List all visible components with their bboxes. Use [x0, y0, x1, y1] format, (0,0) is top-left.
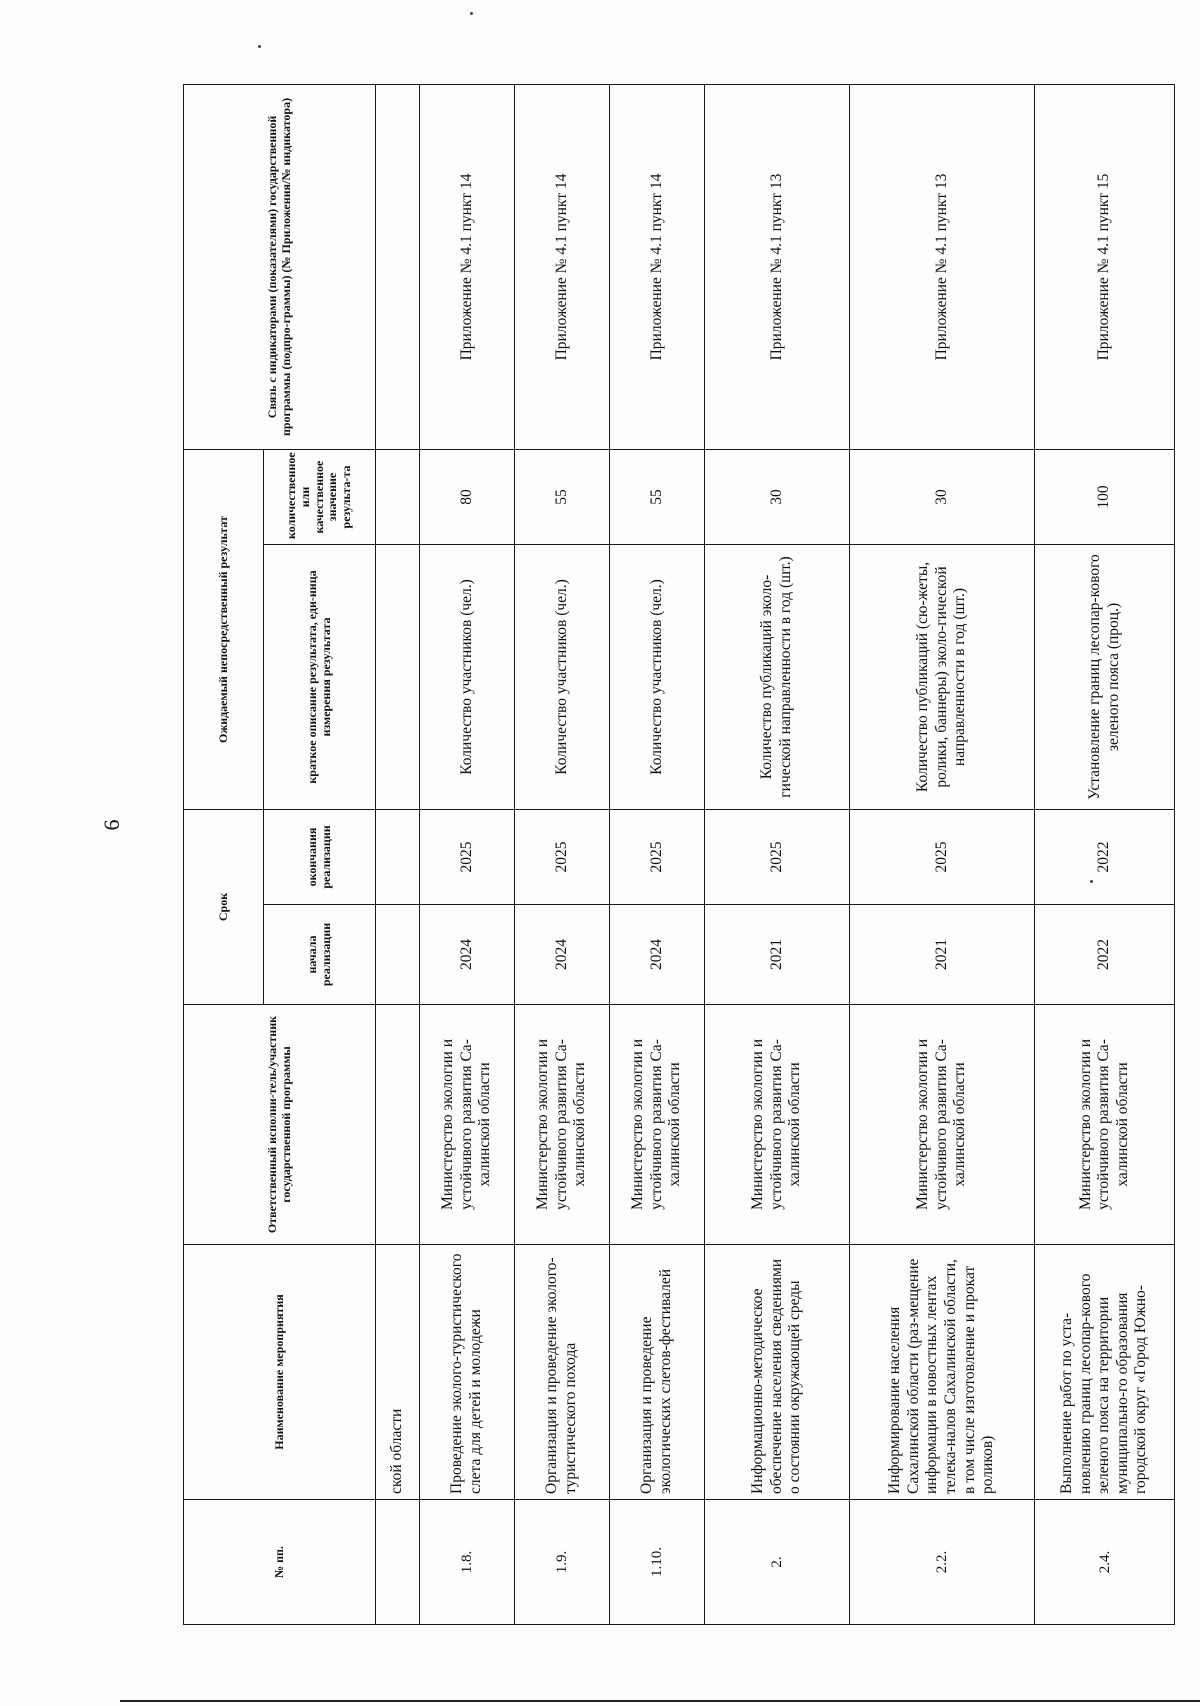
header-term-start: начала реализации — [264, 905, 376, 1005]
scan-edge-line — [120, 1700, 1200, 1702]
cell-responsible: Министерство экологии и устойчивого развития Са-халинской области — [705, 1005, 850, 1245]
cell-event-name: Информирование населения Сахалинской области (раз-мещение информации в новостных лентах телека-налов Сахалинской области, в том числе изготовление и прокат роликов) — [850, 1245, 1035, 1500]
cell-start: 2024 — [515, 905, 610, 1005]
cell-value: 55 — [515, 449, 610, 544]
table-row — [515, 84, 610, 1624]
header-responsible: Ответственный исполни-тель/участник государственной программы — [184, 1005, 376, 1245]
cell-start: 2024 — [420, 905, 515, 1005]
cell-link: Приложение № 4.1 пункт 14 — [610, 84, 705, 449]
table-row — [1035, 84, 1175, 1624]
cell-value: 30 — [705, 449, 850, 544]
cell-start: 2022 — [1035, 905, 1175, 1005]
continuation-row — [376, 84, 420, 1624]
table-row — [705, 84, 850, 1624]
cell-desc: Количество участников (чел.) — [610, 544, 705, 809]
table-container — [183, 85, 1150, 1625]
cell-end: 2025 — [610, 809, 705, 904]
cell-responsible: Министерство экологии и устойчивого развития Са-халинской области — [610, 1005, 705, 1245]
cell-value: 100 — [1035, 449, 1175, 544]
cell-desc: Количество участников (чел.) — [420, 544, 515, 809]
cell-desc: Количество участников (чел.) — [515, 544, 610, 809]
cell-value: 30 — [850, 449, 1035, 544]
header-num: № пп. — [184, 1500, 376, 1625]
scan-speck — [470, 12, 473, 15]
cell-responsible — [376, 1005, 420, 1245]
cell-end: 2025 — [850, 809, 1035, 904]
header-expected-result: Ожидаемый непосредственный результат — [184, 449, 264, 809]
scan-speck — [1090, 880, 1093, 883]
cell-value: 55 — [610, 449, 705, 544]
cell-responsible: Министерство экологии и устойчивого развития Са-халинской области — [1035, 1005, 1175, 1245]
cell-num: 2. — [705, 1500, 850, 1625]
cell-start — [376, 905, 420, 1005]
header-expected-value: количественное или качественное значение результа-та — [264, 449, 376, 544]
cell-num: 2.4. — [1035, 1500, 1175, 1625]
cell-end: 2025 — [420, 809, 515, 904]
cell-link: Приложение № 4.1 пункт 13 — [705, 84, 850, 449]
header-row — [184, 84, 264, 1624]
cell-num — [376, 1500, 420, 1625]
cell-end — [376, 809, 420, 904]
header-event-name: Наименование мероприятия — [184, 1245, 376, 1500]
cell-event-name: Организация и проведение эколого-туристического похода — [515, 1245, 610, 1500]
cell-desc: Количество публикаций (сю-жеты, ролики, баннеры) эколо-гической направленности в год (шт.) — [850, 544, 1035, 809]
page-number: 6 — [99, 819, 124, 831]
header-expected-desc: краткое описание результата, еди-ница измерения результата — [264, 544, 376, 809]
cell-event-name: Выполнение работ по уста-новлению границ лесопар-кового зеленого пояса на территории муниципально-го образования городской округ «Город Южно- — [1035, 1245, 1175, 1500]
cell-start: 2024 — [610, 905, 705, 1005]
cell-start: 2021 — [850, 905, 1035, 1005]
cell-event-name: ской области — [376, 1245, 420, 1500]
cell-link: Приложение № 4.1 пункт 13 — [850, 84, 1035, 449]
cell-link — [376, 84, 420, 449]
cell-link: Приложение № 4.1 пункт 14 — [420, 84, 515, 449]
cell-end: 2022 — [1035, 809, 1175, 904]
scan-speck — [258, 45, 261, 48]
table-row — [850, 84, 1035, 1624]
cell-num: 1.8. — [420, 1500, 515, 1625]
header-indicator-link: Связь с индикаторами (показателями) государственной программы (подпро-граммы) (№ Приложения/№ индикатора) — [184, 84, 376, 449]
cell-desc: Количество публикаций эколо-гической направленности в год (шт.) — [705, 544, 850, 809]
table-row — [420, 84, 515, 1624]
cell-num: 2.2. — [850, 1500, 1035, 1625]
cell-desc: Установление границ лесопар-кового зеленого пояса (проц.) — [1035, 544, 1175, 809]
header-term-end: окончания реализации — [264, 809, 376, 904]
cell-event-name: Организация и проведение экологических слетов-фестивалей — [610, 1245, 705, 1500]
cell-link: Приложение № 4.1 пункт 15 — [1035, 84, 1175, 449]
table-row — [610, 84, 705, 1624]
header-term: Срок — [184, 809, 264, 1004]
cell-num: 1.9. — [515, 1500, 610, 1625]
cell-end: 2025 — [515, 809, 610, 904]
cell-event-name: Проведение эколого-туристического слета для детей и молодежи — [420, 1245, 515, 1500]
cell-end: 2025 — [705, 809, 850, 904]
cell-value — [376, 449, 420, 544]
cell-value: 80 — [420, 449, 515, 544]
cell-desc — [376, 544, 420, 809]
cell-link: Приложение № 4.1 пункт 14 — [515, 84, 610, 449]
cell-num: 1.10. — [610, 1500, 705, 1625]
cell-responsible: Министерство экологии и устойчивого развития Са-халинской области — [420, 1005, 515, 1245]
cell-responsible: Министерство экологии и устойчивого развития Са-халинской области — [515, 1005, 610, 1245]
cell-event-name: Информационно-методическое обеспечение населения сведениями о состоянии окружающей среды — [705, 1245, 850, 1500]
cell-start: 2021 — [705, 905, 850, 1005]
cell-responsible: Министерство экологии и устойчивого развития Са-халинской области — [850, 1005, 1035, 1245]
program-events-table — [183, 84, 1175, 1625]
